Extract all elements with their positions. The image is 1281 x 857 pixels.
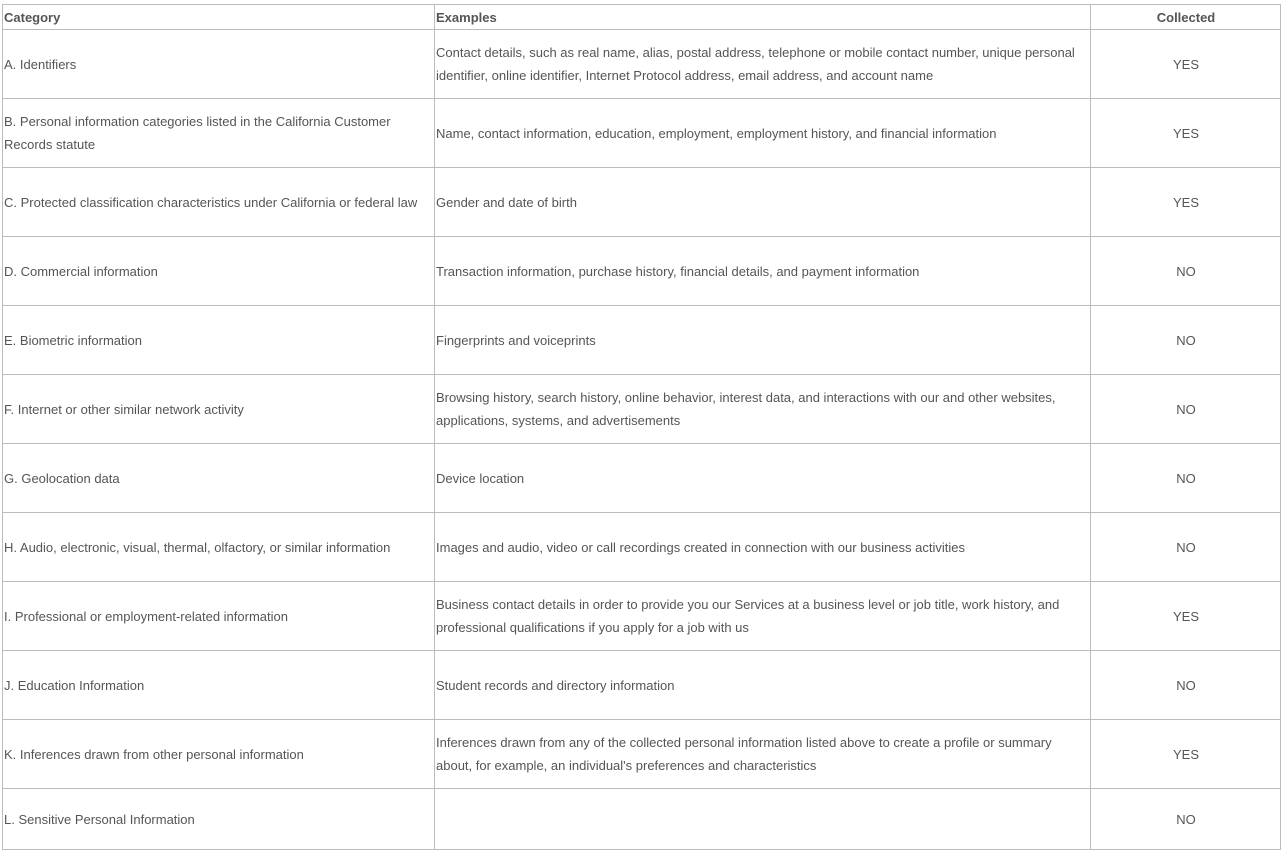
category-cell: J. Education Information: [3, 651, 435, 720]
collected-cell: YES: [1091, 582, 1281, 651]
collected-cell: NO: [1091, 651, 1281, 720]
category-cell: K. Inferences drawn from other personal information: [3, 720, 435, 789]
table-row: [3, 237, 1281, 306]
examples-cell: Inferences drawn from any of the collected personal information listed above to create a profile or summary about, for example, an individual's preferences and characteristics: [435, 720, 1091, 789]
collected-cell: NO: [1091, 306, 1281, 375]
category-cell: C. Protected classification characteristics under California or federal law: [3, 168, 435, 237]
table-row: [3, 99, 1281, 168]
examples-cell: Transaction information, purchase history, financial details, and payment information: [435, 237, 1091, 306]
header-category: Category: [3, 5, 435, 30]
table-row: [3, 720, 1281, 789]
collected-cell: NO: [1091, 375, 1281, 444]
table-row: [3, 30, 1281, 99]
examples-cell: Contact details, such as real name, alias, postal address, telephone or mobile contact number, unique personal identifier, online identifier, Internet Protocol address, email address, and account name: [435, 30, 1091, 99]
examples-cell: Business contact details in order to provide you our Services at a business level or job title, work history, and professional qualifications if you apply for a job with us: [435, 582, 1091, 651]
category-cell: F. Internet or other similar network activity: [3, 375, 435, 444]
table-row: [3, 651, 1281, 720]
table-body: [3, 30, 1281, 850]
category-cell: E. Biometric information: [3, 306, 435, 375]
examples-cell: Name, contact information, education, employment, employment history, and financial information: [435, 99, 1091, 168]
personal-information-table: [2, 4, 1281, 850]
collected-cell: NO: [1091, 513, 1281, 582]
examples-cell: Gender and date of birth: [435, 168, 1091, 237]
header-collected: Collected: [1091, 5, 1281, 30]
examples-cell: Device location: [435, 444, 1091, 513]
category-cell: H. Audio, electronic, visual, thermal, olfactory, or similar information: [3, 513, 435, 582]
table-row: [3, 306, 1281, 375]
header-row: [3, 5, 1281, 30]
collected-cell: NO: [1091, 789, 1281, 850]
collected-cell: YES: [1091, 30, 1281, 99]
examples-cell: Browsing history, search history, online behavior, interest data, and interactions with our and other websites, applications, systems, and advertisements: [435, 375, 1091, 444]
table-header: [3, 5, 1281, 30]
examples-cell: Fingerprints and voiceprints: [435, 306, 1091, 375]
table-row: [3, 789, 1281, 850]
category-cell: L. Sensitive Personal Information: [3, 789, 435, 850]
category-cell: A. Identifiers: [3, 30, 435, 99]
collected-cell: YES: [1091, 168, 1281, 237]
collected-cell: YES: [1091, 99, 1281, 168]
table-row: [3, 168, 1281, 237]
table-row: [3, 582, 1281, 651]
category-cell: B. Personal information categories listed in the California Customer Records statute: [3, 99, 435, 168]
examples-cell: [435, 789, 1091, 850]
table-row: [3, 375, 1281, 444]
collected-cell: NO: [1091, 444, 1281, 513]
category-cell: I. Professional or employment-related information: [3, 582, 435, 651]
table-row: [3, 513, 1281, 582]
table-row: [3, 444, 1281, 513]
examples-cell: Images and audio, video or call recordings created in connection with our business activities: [435, 513, 1091, 582]
collected-cell: NO: [1091, 237, 1281, 306]
category-cell: D. Commercial information: [3, 237, 435, 306]
header-examples: Examples: [435, 5, 1091, 30]
examples-cell: Student records and directory information: [435, 651, 1091, 720]
collected-cell: YES: [1091, 720, 1281, 789]
category-cell: G. Geolocation data: [3, 444, 435, 513]
